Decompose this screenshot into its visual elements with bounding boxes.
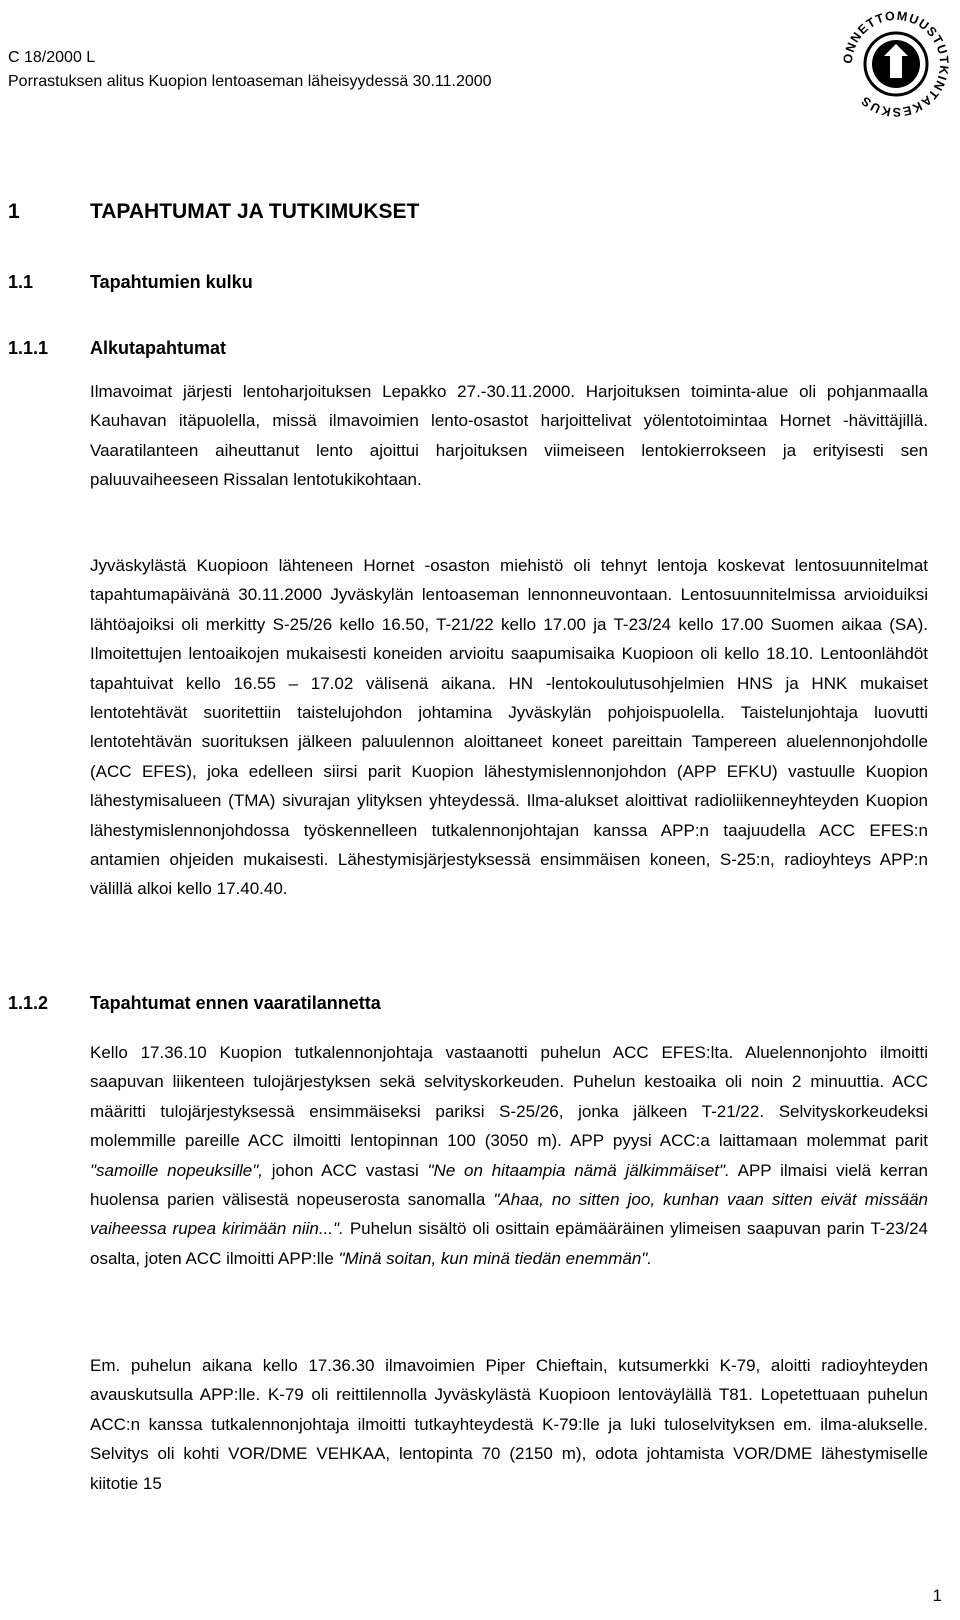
section-title: Alkutapahtumat [90,338,227,358]
paragraph-2: Jyväskylästä Kuopioon lähteneen Hornet -osaston miehistö oli tehnyt lentoja koskevat lentosuunnitelmat tapahtumapäivänä 30.11.2000 Jyväskylän lentoaseman lennonneuvontaan. Lentosuunnitelmissa arvioiduiksi lähtöajoiksi oli merkitty S-25/26 kello 16.50, T-21/22 kello 17.00 ja T-23/24 kello 17.00 Suomen aikaa (SA). Ilmoitettujen lentoaikojen mukaisesti koneiden arvioitu saapumisaika Kuopioon oli kello 18.10. Lentoonlähdöt tapahtuivat kello 16.55 – 17.02 välisenä aikana. HN -lentokoulutusohjelmien HNS ja HNK mukaiset lentotehtävät suoritettiin taistelujohdon johtamina Jyväskylän pohjoispuolella. Taistelunjohtaja luovutti lentotehtävän suorituksen jälkeen paluulennon aloittaneet koneet pareittain Tampereen aluelennonjohdolle (ACC EFES), joka edelleen siirsi parit Kuopion lähestymislennonjohdon (APP EFKU) vastuulle Kuopion lähestymisalueen (TMA) sivurajan ylityksen yhteydessä. Ilma-alukset aloittivat radioliikenneyhteyden Kuopion lähestymislennonjohdossa työskennelleen tutkalennonjohtajan kanssa APP:n taajuudella ACC EFES:n antamien ohjeiden mukaisesti. Lähestymisjärjestyksessä ensimmäisen koneen, S-25:n, radioyhteys APP:n välillä alkoi kello 17.40.40. [90,556,928,899]
section-heading-1-1 [8,272,253,293]
text-run: johon ACC vastasi [262,1160,428,1180]
page-header [8,46,492,94]
paragraph-4: Em. puhelun aikana kello 17.36.30 ilmavoimien Piper Chieftain, kutsumerkki K-79, aloitti radioyhteyden avauskutsulla APP:lle. K-79 oli reittilennolla Jyväskylästä Kuopioon lentoväylällä T81. Lopetettuaan puhelun ACC:n kanssa tutkalennonjohtaja ilmoitti tutkayhteydestä K-79:lle ja luki tuloselvityksen em. ilma-alukselle. Selvitys oli kohti VOR/DME VEHKAA, lentopinta 70 (2150 m), odota johtamista VOR/DME lähestymiselle kiitotie 15 [90,1356,928,1493]
section-number: 1 [8,200,20,223]
text-run: APP ilmaisi vielä kerran huolensa parien välisestä nopeuserosta sanomalla [90,1160,928,1210]
section-number: 1.1.2 [8,993,49,1013]
text-run: Kello 17.36.10 Kuopion tutkalennonjohtaja vastaanotti puhelun ACC EFES:lta. Aluelennonjohto ilmoitti saapuvan liikenteen tulojärjestyksen sekä selvityskorkeuden. Puhelun kestoaika oli noin 2 minuuttia. ACC määritti tulojärjestyksessä ensimmäiseksi pariksi S-25/26, jonka jälkeen T-21/22. Selvityskorkeudeksi molemmille pareille ACC ilmoitti lentopinnan 100 (3050 m). APP pyysi ACC:a laittamaan molemmat parit [90,1043,928,1151]
logo-ring-text: ONNETTOMUUSTUTKINTAKESKUS [840,8,952,120]
section-title: Tapahtumat ennen vaaratilannetta [90,993,381,1013]
section-heading-1-1-2 [8,993,381,1014]
section-number: 1.1 [8,272,34,292]
paragraph-1: Ilmavoimat järjesti lentoharjoituksen Lepakko 27.-30.11.2000. Harjoituksen toiminta-alue oli pohjanmaalla Kauhavan itäpuolella, missä ilmavoimien lento-osastot harjoittelivat yölentotoimintaa Hornet -hävittäjillä. Vaaratilanteen aiheuttanut lento ajoittui harjoituksen viimeiseen lentokierrokseen ja erityisesti sen paluuvaiheeseen Rissalan lentotukikohtaan. [90,382,928,490]
quote: "Ahaa, no sitten joo, kunhan vaan sitten eivät missään vaiheessa rupea kirimään niin...". [90,1190,928,1239]
onnettomuustutkintakeskus-logo [836,4,956,124]
quote: "Minä soitan, kun minä tiedän enemmän". [338,1248,653,1268]
quote: "samoille nopeuksille", [90,1160,263,1180]
text-run: Puhelun sisältö oli osittain epämääräinen ylimeisen saapuvan parin T-23/24 osalta, joten ACC ilmoitti APP:lle [90,1219,928,1268]
section-heading-1-1-1 [8,338,226,359]
paragraph-3 [90,1038,928,1273]
document-title: Porrastuksen alitus Kuopion lentoaseman läheisyydessä 30.11.2000 [8,73,492,90]
page-number: 1 [932,1586,942,1605]
section-title: TAPAHTUMAT JA TUTKIMUKSET [90,200,420,223]
section-heading-1 [8,200,419,224]
document-code: C 18/2000 L [8,49,96,66]
section-title: Tapahtumien kulku [90,272,253,292]
quote: "Ne on hitaampia nämä jälkimmäiset". [427,1160,730,1180]
section-number: 1.1.1 [8,338,49,358]
